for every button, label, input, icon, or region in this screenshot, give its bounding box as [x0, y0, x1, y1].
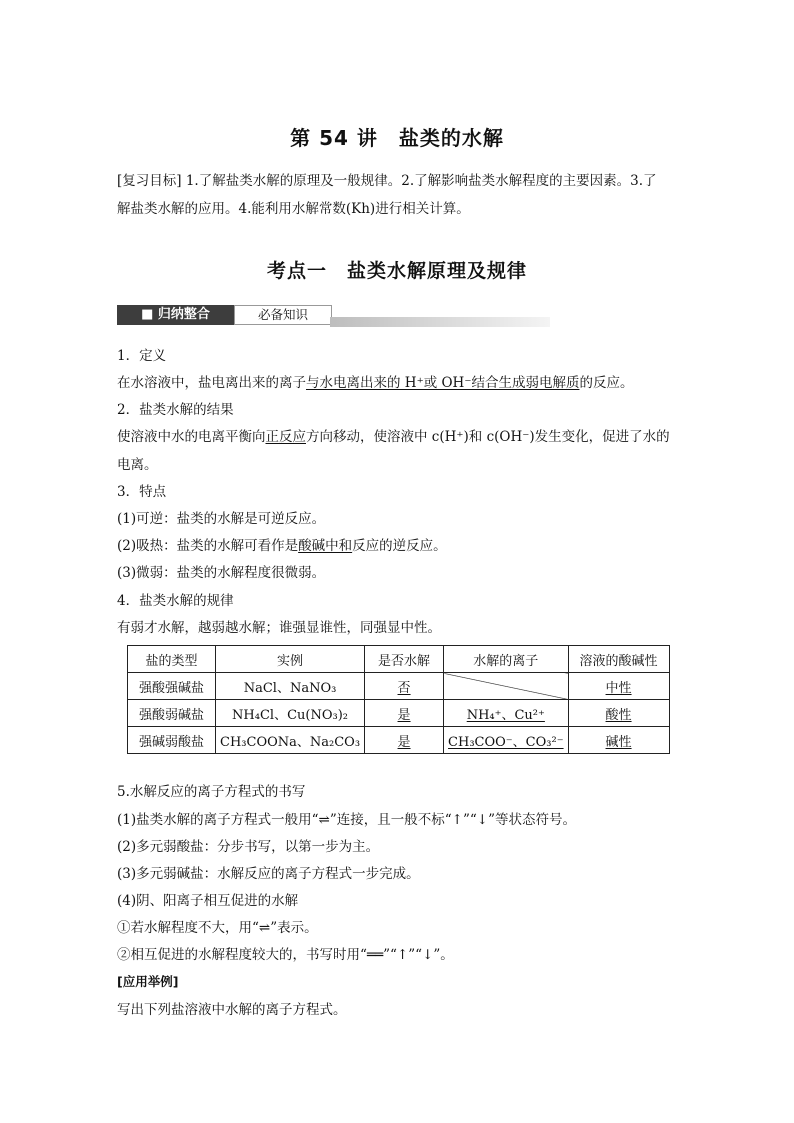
- sec5-heading: 5.水解反应的离子方程式的书写: [117, 784, 306, 800]
- sec4-rule: 有弱才水解，越弱越水解；谁强显谁性，同强显中性。: [117, 620, 441, 636]
- section-banner: [117, 305, 433, 327]
- salt-type-cell: 强酸强碱盐: [128, 673, 216, 700]
- salt-hydrolysis-table: [127, 645, 670, 754]
- sec1-text-underlined: 与水电离出来的 H⁺或 OH⁻结合生成弱电解质: [306, 375, 580, 391]
- sec2-heading: 2．盐类水解的结果: [117, 402, 234, 418]
- table-row: [128, 700, 670, 727]
- sec2-text-a: 使溶液中水的电离平衡向: [117, 429, 266, 445]
- section-title: 考点一 盐类水解原理及规律: [266, 260, 527, 282]
- banner-summary-label: ■ 归纳整合: [117, 305, 234, 325]
- sec1-heading: 1．定义: [117, 348, 167, 364]
- banner-gradient-bar: [330, 317, 550, 327]
- sec5-item3: (3)多元弱碱盐：水解反应的离子方程式一步完成。: [117, 866, 420, 882]
- ions-cell: CH₃COO⁻、CO₃²⁻: [444, 727, 569, 754]
- ions-cell: NH₄⁺、Cu²⁺: [444, 700, 569, 727]
- sec3-item2: [117, 537, 447, 555]
- sec2-text-b: 方向移动，使溶液中 c(H⁺)和 c(OH⁻)发生变化，促进了水的: [306, 429, 670, 445]
- acidity-cell: 中性: [568, 673, 669, 700]
- acidity-cell: 酸性: [568, 700, 669, 727]
- sec2-text: [117, 428, 670, 446]
- hydrolyze-cell: 是: [365, 700, 444, 727]
- table-header-cell: 盐的类型: [128, 646, 216, 673]
- sec3-item1: (1)可逆：盐类的水解是可逆反应。: [117, 511, 326, 527]
- sec3-item2-a: (2)吸热：盐类的水解可看作是: [117, 538, 299, 554]
- review-goals-label: [复习目标]: [117, 173, 182, 189]
- example-cell: CH₃COONa、Na₂CO₃: [216, 727, 365, 754]
- table-row: [128, 727, 670, 754]
- sec5-item4b: ②相互促进的水解程度较大的，书写时用“══”“↑”“↓”。: [117, 947, 454, 963]
- example-text: 写出下列盐溶液中水解的离子方程式。: [117, 1002, 347, 1018]
- sec5-item1: (1)盐类水解的离子方程式一般用“⇌”连接，且一般不标“↑”“↓”等状态符号。: [117, 812, 576, 828]
- sec3-item2-b: 反应的逆反应。: [352, 538, 447, 554]
- table-header-row: [128, 646, 670, 673]
- sec3-item3: (3)微弱：盐类的水解程度很微弱。: [117, 565, 326, 581]
- sec3-item2-underlined: 酸碱中和: [298, 538, 353, 554]
- salt-type-cell: 强碱弱酸盐: [128, 727, 216, 754]
- review-goals-line2: 解盐类水解的应用。4.能利用水解常数(Kh)进行相关计算。: [117, 201, 470, 217]
- sec2-text-underlined: 正反应: [265, 429, 306, 445]
- sec1-text: [117, 374, 633, 392]
- salt-type-cell: 强酸弱碱盐: [128, 700, 216, 727]
- review-goals-line1: [117, 172, 656, 190]
- sec5-item2: (2)多元弱酸盐：分步书写，以第一步为主。: [117, 839, 380, 855]
- sec1-text-a: 在水溶液中，盐电离出来的离子: [117, 375, 306, 391]
- table-row: [128, 673, 670, 700]
- table-header-cell: 是否水解: [365, 646, 444, 673]
- acidity-cell: 碱性: [568, 727, 669, 754]
- review-goals-text1: 1.了解盐类水解的原理及一般规律。2.了解影响盐类水解程度的主要因素。3.了: [185, 173, 657, 189]
- lesson-title: 第 54 讲 盐类的水解: [290, 126, 504, 150]
- sec4-heading: 4．盐类水解的规律: [117, 593, 234, 609]
- example-cell: NH₄Cl、Cu(NO₃)₂: [216, 700, 365, 727]
- table-header-cell: 实例: [216, 646, 365, 673]
- sec5-item4a: ①若水解程度不大，用“⇌”表示。: [117, 920, 318, 936]
- sec2-text-cont: 电离。: [117, 457, 158, 473]
- banner-knowledge-label: 必备知识: [234, 305, 332, 325]
- sec3-heading: 3．特点: [117, 484, 167, 500]
- sec1-text-b: 的反应。: [579, 375, 634, 391]
- table-header-cell: 溶液的酸碱性: [568, 646, 669, 673]
- sec5-item4: (4)阴、阳离子相互促进的水解: [117, 893, 299, 909]
- table-header-cell: 水解的离子: [444, 646, 569, 673]
- example-tag: [应用举例]: [117, 974, 179, 989]
- hydrolyze-cell: 是: [365, 727, 444, 754]
- example-cell: NaCl、NaNO₃: [216, 673, 365, 700]
- hydrolyze-cell: 否: [365, 673, 444, 700]
- ions-cell-empty: [444, 673, 569, 700]
